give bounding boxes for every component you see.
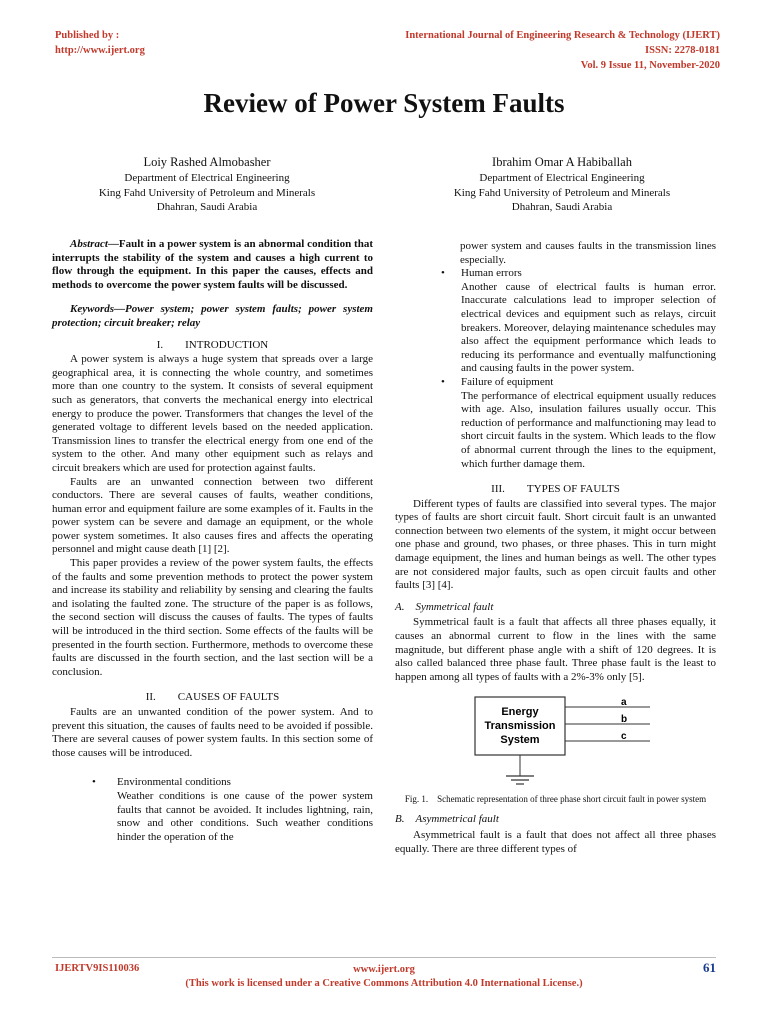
author-block-2 — [402, 154, 722, 215]
footer-license: (This work is licensed under a Creative Commons Attribution 4.0 International License.) — [185, 978, 583, 989]
author-dept: Department of Electrical Engineering — [124, 172, 290, 184]
publisher-url-link[interactable]: http://www.ijert.org — [55, 45, 145, 56]
journal-volume: Vol. 9 Issue 11, November-2020 — [580, 60, 720, 71]
bullet-title: Environmental conditions — [117, 776, 231, 789]
page-number: 61 — [703, 960, 716, 975]
author-univ: King Fahd University of Petroleum and Minerals — [98, 186, 316, 199]
bullet-text: The performance of electrical equipment usually reduces with age. Also, insulation failures usually occur. This reduction of performance and malfunctioning may lead to short circuit faults in the system. Which leads to the flow of abnormal current through the lines to the equipment, which further damage them. — [461, 389, 716, 470]
left-column — [52, 238, 373, 844]
paper-title: Review of Power System Faults — [203, 88, 565, 118]
bullet-title: Failure of equipment — [461, 375, 554, 388]
published-by-label: Published by : — [55, 30, 120, 41]
keywords-label: Keywords — [70, 303, 114, 316]
section-heading-types: III. TYPES OF FAULTS — [491, 483, 620, 496]
footer-site-link[interactable]: www.ijert.org — [353, 964, 415, 975]
subsection-heading-symmetrical: A. Symmetrical fault — [395, 600, 494, 613]
box-label-line-2: Transmission — [484, 720, 556, 733]
author-name: Loiy Rashed Almobasher — [143, 155, 271, 169]
abstract-text: —Fault in a power system is an abnormal condition that interrupts the stability of the system and causes a high current to flow through the equipment. In this paper the causes, effects and methods to overcome the power system faults will be discussed. — [52, 238, 373, 291]
section-heading-causes: II. CAUSES OF FAULTS — [145, 691, 280, 704]
footer-rule — [52, 957, 716, 958]
abstract-label: Abstract — [70, 238, 108, 250]
bullet-text: Weather conditions is one cause of the power system faults that cannot be avoided. It includes lightning, rain, snow and other conditions. Such weather conditions hinder the operation of the — [117, 789, 373, 843]
header-journal — [405, 28, 720, 73]
types-paragraph-1: Different types of faults are classified into several types. The major types of faults are short circuit fault. Short circuit fault is an unwanted connection between two elements of the system, it might occur between one phase and ground, two phases, or three phases. This in turn might damage equipment, the lines and human beings as well. The other types are not considered major faults, such as open circuit faults and other faults [3] [4]. — [395, 497, 716, 592]
bullet-title: Human errors — [461, 267, 522, 280]
abstract — [52, 238, 373, 292]
footer-paper-id: IJERTV9IS110036 — [55, 963, 140, 974]
header-publisher — [55, 28, 145, 58]
subsection-heading-asymmetrical: B. Asymmetrical fault — [395, 813, 499, 826]
figure-caption: Fig. 1. Schematic representation of three phase short circuit fault in power system — [404, 794, 707, 805]
intro-paragraph-2: Faults are an unwanted connection between two different conductors. There are several causes of faults, weather conditions, human error and equipment failure are some examples of it. Faults in the power system can be severe and damage an equipment, or the whole power system sometimes. It also causes fires and affects the operating personnel and might cause death [1] [2]. — [52, 475, 373, 556]
list-item-environmental — [52, 776, 373, 844]
bullet-icon: • — [92, 776, 96, 789]
author-name: Ibrahim Omar A Habiballah — [492, 155, 632, 169]
author-block-1 — [47, 154, 367, 215]
right-column — [395, 240, 716, 856]
keywords-text: —Power system; power system faults; power system protection; circuit breaker; relay — [52, 303, 373, 329]
bullet-icon: • — [441, 375, 445, 388]
author-dept: Department of Electrical Engineering — [479, 172, 645, 184]
figure-1 — [395, 692, 716, 792]
author-city: Dhahran, Saudi Arabia — [511, 201, 613, 213]
phase-label-a: a — [621, 697, 627, 709]
phase-label-c: c — [621, 731, 627, 743]
footer-center — [0, 963, 768, 991]
bullet-icon: • — [441, 267, 445, 280]
keywords — [52, 303, 373, 330]
symmetrical-paragraph: Symmetrical fault is a fault that affects all three phases equally, it causes an abnormal current to flow in the lines with the same magnitude, but different phase angle with a shift of 120 degrees. It is also called balanced three phase fault. Three phase fault is the least to happen among all types of faults with a 2%-3% only [5]. — [395, 616, 716, 683]
journal-name: International Journal of Engineering Research & Technology (IJERT) — [405, 30, 720, 41]
three-phase-fault-diagram — [395, 692, 716, 792]
section-heading-introduction: I. INTRODUCTION — [156, 338, 269, 351]
phase-label-b: b — [621, 714, 628, 726]
author-city: Dhahran, Saudi Arabia — [156, 201, 258, 213]
box-label-line-1: Energy — [501, 706, 539, 719]
causes-paragraph-1: Faults are an unwanted condition of the power system. And to prevent this situation, the causes of faults need to be avoided if possible. There are several causes of power system faults. In this section some of those causes will be introduced. — [52, 706, 373, 759]
author-univ: King Fahd University of Petroleum and Minerals — [453, 186, 671, 199]
box-label-line-3: System — [500, 734, 540, 747]
journal-issn: ISSN: 2278-0181 — [645, 45, 720, 56]
bullet-text: Another cause of electrical faults is human error. Inaccurate calculations lead to improper selection of electrical devices and equipment such as relays, circuit breakers. Moreover, delaying maintenance schedules may also affect the equipment performance which leads to reducing its performance and eventually malfunctioning and causing faults in the power system. — [461, 280, 716, 375]
list-item-equipment-failure — [395, 376, 716, 471]
asymmetrical-paragraph: Asymmetrical fault is a fault that does not affect all three phases equally. There are three different types of — [395, 829, 716, 855]
list-item-human-errors — [395, 267, 716, 376]
intro-paragraph-3: This paper provides a review of the power system faults, the effects of the faults and some prevention methods to protect the power system and increase its stability and reliability by sensing and clearing the faults and isolating the faulted zone. The structure of the paper is as follows, the second section will discuss the causes of faults. The types of faults will be introduced in the third section. Some effects of the faults will be presented in the fourth section. Furthermore, methods to overcome these faults are discussed in the fourth section, and the last section will be a conclusion. — [52, 557, 373, 678]
intro-paragraph-1: A power system is always a huge system that spreads over a large geographical area, it is connecting the whole country, and sometimes more than one country to the system. It consists of several equipment such as generators, that converts the mechanical energy into electrical energy to produce the power. Transformers that changes the level of the generated voltage to different levels based on the needed application. Transmission lines to transfer the electrical energy from one end of the system to the other. And many other equipment such as relays and circuit breakers which are used for protection against faults. — [52, 353, 373, 474]
environmental-continued: power system and causes faults in the transmission lines especially. — [460, 240, 716, 266]
